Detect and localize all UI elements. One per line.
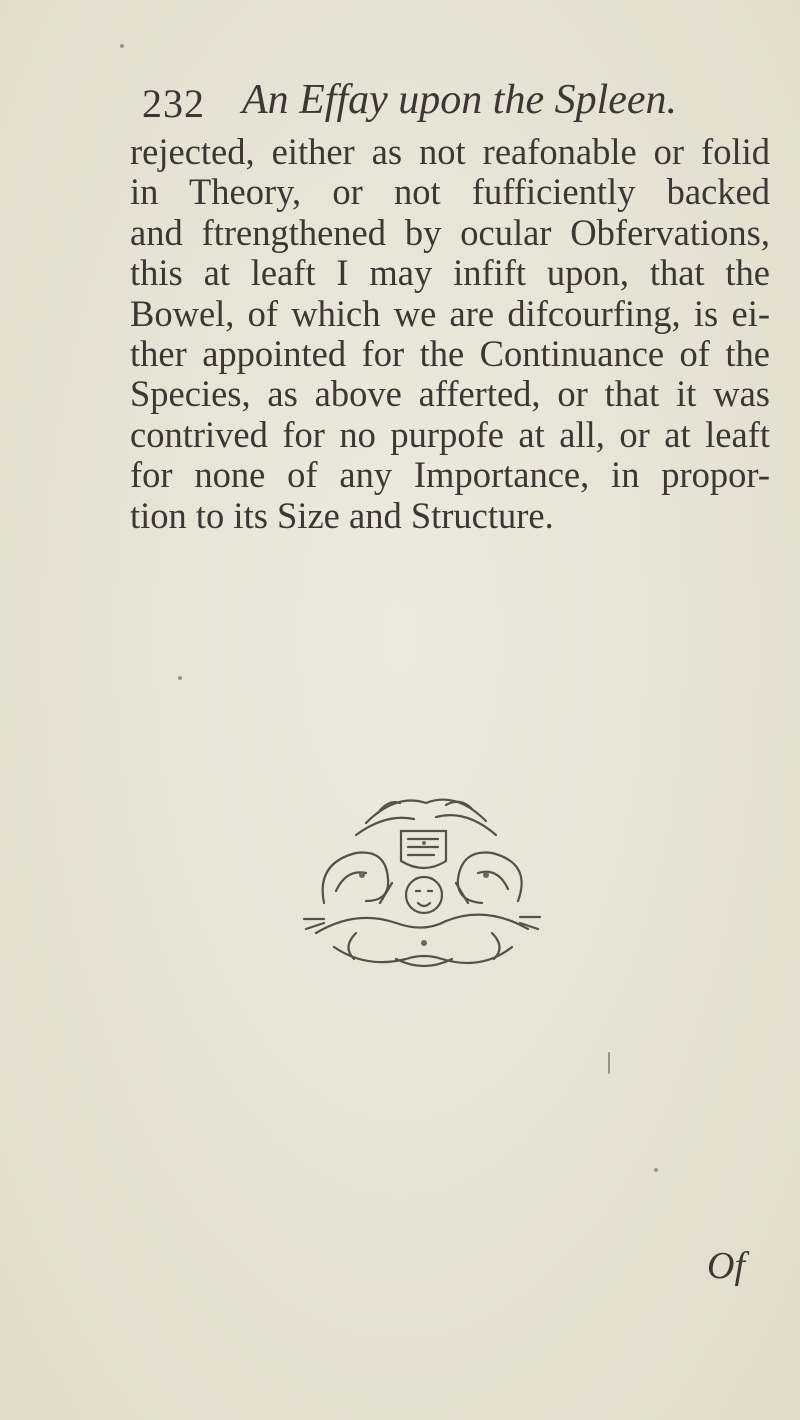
paper-speck bbox=[120, 44, 124, 48]
paper-speck bbox=[608, 1052, 610, 1074]
text-line: and ftrengthened by ocular Obfervations, bbox=[130, 212, 770, 253]
paper-speck bbox=[654, 1168, 658, 1172]
text-line: Species, as above afferted, or that it was bbox=[130, 374, 770, 415]
page-header bbox=[142, 72, 702, 132]
text-line: rejected, either as not reafonable or folid bbox=[130, 132, 770, 172]
text-line: Bowel, of which we are difcourfing, is ei- bbox=[130, 293, 770, 334]
catchword: Of bbox=[707, 1245, 745, 1287]
text-line: ther appointed for the Continuance of the bbox=[130, 333, 770, 374]
text-line: for none of any Importance, in propor- bbox=[130, 455, 770, 496]
running-head: An Effay upon the Spleen. bbox=[242, 77, 678, 123]
text-line: this at leaft I may infift upon, that the bbox=[130, 253, 770, 294]
tailpiece-ornament-icon bbox=[296, 783, 548, 973]
paper-speck bbox=[178, 676, 182, 680]
text-line: contrived for no purpofe at all, or at leaft bbox=[130, 414, 770, 455]
page-number: 232 bbox=[142, 81, 205, 126]
text-line: in Theory, or not fufficiently backed bbox=[130, 172, 770, 213]
text-line: tion to its Size and Structure. bbox=[130, 495, 554, 536]
body-text bbox=[130, 132, 770, 536]
